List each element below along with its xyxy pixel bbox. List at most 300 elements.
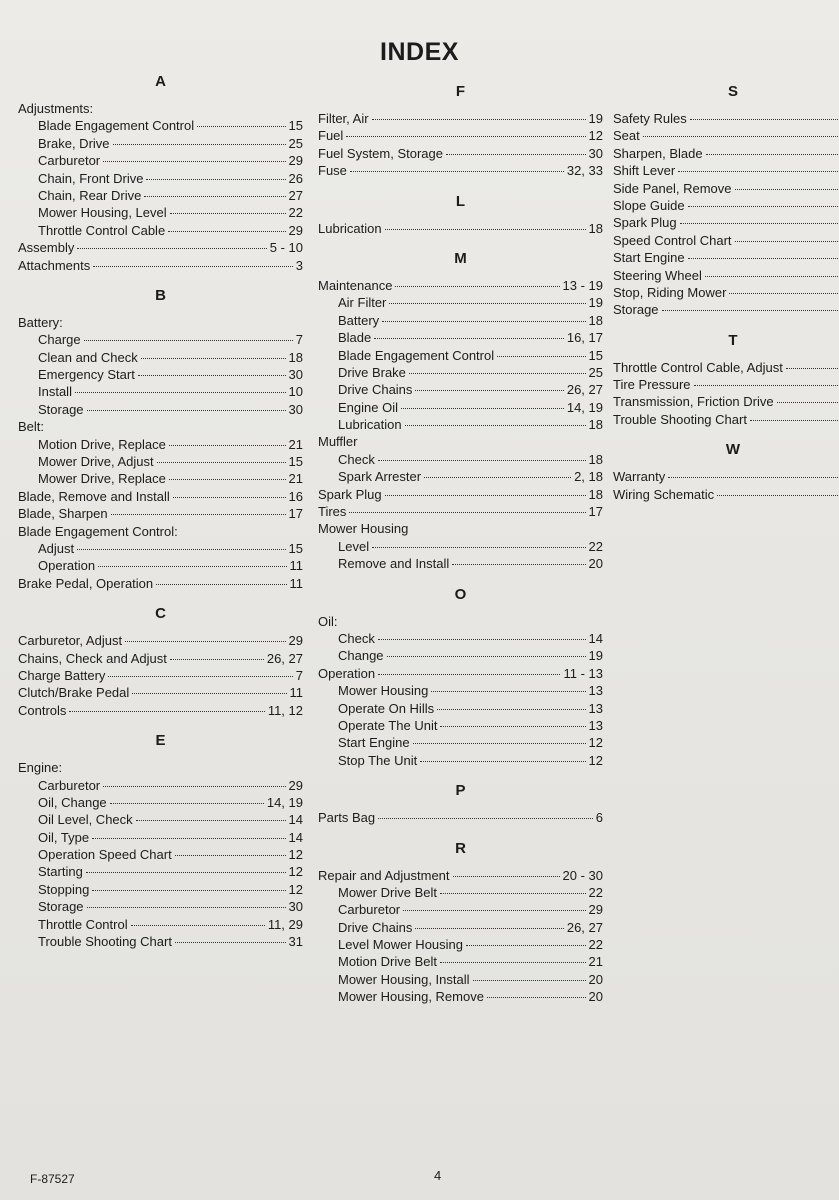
dot-leader bbox=[87, 410, 286, 411]
index-entry bbox=[18, 383, 303, 400]
dot-leader bbox=[786, 368, 839, 369]
dot-leader bbox=[401, 408, 564, 409]
entry-page: 26, 27 bbox=[566, 919, 603, 935]
entry-page: 18 bbox=[288, 349, 303, 365]
entry-topic: Controls bbox=[18, 702, 67, 718]
entry-topic: Engine Oil bbox=[338, 399, 398, 415]
entry-topic: Oil, Change bbox=[38, 794, 107, 810]
index-section-w bbox=[613, 438, 839, 503]
dot-leader bbox=[688, 206, 839, 207]
entry-topic: Tires bbox=[318, 504, 347, 520]
dot-leader bbox=[378, 460, 586, 461]
entry-page: 7 bbox=[295, 667, 303, 683]
entry-topic: Clutch/Brake Pedal bbox=[18, 685, 130, 701]
dot-leader bbox=[405, 425, 586, 426]
dot-leader bbox=[729, 293, 839, 294]
dot-leader bbox=[678, 171, 839, 172]
section-letter: A bbox=[155, 73, 166, 90]
entry-topic: Wiring Schematic bbox=[613, 486, 715, 502]
dot-leader bbox=[473, 980, 586, 981]
entry-topic: Fuel bbox=[318, 128, 344, 144]
dot-leader bbox=[424, 477, 571, 478]
dot-leader bbox=[372, 119, 586, 120]
entry-topic: Starting bbox=[38, 864, 83, 880]
index-entry bbox=[18, 401, 303, 418]
entry-topic: Change bbox=[338, 648, 384, 664]
index-entry bbox=[318, 220, 603, 237]
index-entry bbox=[613, 411, 839, 428]
entry-topic: Motion Drive, Replace bbox=[38, 436, 166, 452]
dot-leader bbox=[110, 803, 264, 804]
entry-topic: Muffler bbox=[318, 434, 358, 450]
entry-page: 12 bbox=[588, 735, 603, 751]
index-entry bbox=[613, 197, 839, 214]
index-entry bbox=[613, 249, 839, 266]
entry-page: 5 - 10 bbox=[269, 240, 303, 256]
index-entry bbox=[318, 329, 603, 346]
index-entry bbox=[613, 486, 839, 503]
dot-leader bbox=[170, 659, 264, 660]
entry-page: 29 bbox=[288, 777, 303, 793]
dot-leader bbox=[175, 942, 286, 943]
entry-page: 18 bbox=[588, 220, 603, 236]
entry-topic: Side Panel, Remove bbox=[613, 180, 732, 196]
index-entry bbox=[18, 505, 303, 522]
dot-leader bbox=[175, 855, 286, 856]
section-gap bbox=[18, 274, 303, 284]
index-entry bbox=[18, 331, 303, 348]
entry-topic: Adjust bbox=[38, 540, 75, 556]
index-section-l bbox=[318, 190, 603, 237]
entry-page: 18 bbox=[588, 312, 603, 328]
entry-topic: Mower Housing bbox=[338, 683, 429, 699]
entry-topic: Blade bbox=[338, 330, 372, 346]
section-letter: O bbox=[454, 585, 467, 603]
entry-topic: Oil Level, Check bbox=[38, 812, 133, 828]
entry-topic: Chain, Rear Drive bbox=[38, 187, 142, 203]
entry-page: 29 bbox=[288, 153, 303, 169]
dot-leader bbox=[777, 402, 839, 403]
index-entry bbox=[18, 187, 303, 204]
section-letter: R bbox=[455, 839, 466, 857]
entry-topic: Mower Drive Belt bbox=[338, 884, 437, 900]
entry-topic: Blade, Remove and Install bbox=[18, 488, 170, 504]
entry-topic: Check bbox=[338, 630, 375, 646]
entry-topic: Transmission, Friction Drive bbox=[613, 394, 774, 410]
dot-leader bbox=[86, 872, 286, 873]
index-entry bbox=[18, 540, 303, 557]
entry-topic: Battery bbox=[338, 312, 380, 328]
entry-page: 18 bbox=[588, 486, 603, 502]
index-entry bbox=[18, 916, 303, 933]
dot-leader bbox=[173, 497, 286, 498]
index-section-r bbox=[318, 837, 603, 1006]
entry-topic: Speed Control Chart bbox=[613, 232, 732, 248]
index-entry bbox=[613, 145, 839, 162]
section-letter: P bbox=[455, 782, 466, 800]
entry-page: 22 bbox=[588, 538, 603, 554]
index-entry bbox=[18, 667, 303, 684]
entry-page: 30 bbox=[288, 899, 303, 915]
index-entry bbox=[18, 239, 303, 256]
dot-leader bbox=[346, 136, 585, 137]
index-entry bbox=[318, 700, 603, 717]
index-entry bbox=[318, 647, 603, 664]
entry-topic: Lubrication bbox=[338, 417, 402, 433]
index-section-f bbox=[318, 80, 603, 180]
dot-leader bbox=[144, 196, 285, 197]
entry-page: 26 bbox=[288, 170, 303, 186]
entry-page: 22 bbox=[588, 937, 603, 953]
entry-page: 12 bbox=[288, 864, 303, 880]
dot-leader bbox=[440, 726, 585, 727]
index-entry bbox=[18, 418, 303, 435]
dot-leader bbox=[735, 189, 839, 190]
index-entry bbox=[18, 453, 303, 470]
index-entry bbox=[318, 312, 603, 329]
entry-page: 14 bbox=[288, 829, 303, 845]
index-entry bbox=[318, 752, 603, 769]
entry-topic: Motion Drive Belt bbox=[338, 954, 437, 970]
entry-topic: Blade, Sharpen bbox=[18, 506, 108, 522]
entry-topic: Chains, Check and Adjust bbox=[18, 650, 167, 666]
dot-leader bbox=[98, 566, 286, 567]
index-entry bbox=[318, 277, 603, 294]
dot-leader bbox=[75, 392, 286, 393]
entry-page: 27 bbox=[288, 187, 303, 203]
entry-page: 12 bbox=[588, 752, 603, 768]
entry-page: 14 bbox=[588, 630, 603, 646]
dot-leader bbox=[453, 876, 560, 877]
index-entry bbox=[318, 809, 603, 826]
index-entry bbox=[18, 366, 303, 383]
entry-page: 11 bbox=[289, 575, 303, 591]
dot-leader bbox=[108, 676, 292, 677]
entry-page: 18 bbox=[588, 451, 603, 467]
entry-page: 21 bbox=[288, 436, 303, 452]
dot-leader bbox=[750, 420, 839, 421]
section-letter: B bbox=[155, 286, 166, 304]
entry-topic: Safety Rules bbox=[613, 111, 687, 126]
dot-leader bbox=[131, 925, 265, 926]
dot-leader bbox=[378, 818, 593, 819]
entry-page: 25 bbox=[288, 135, 303, 151]
index-column-1 bbox=[18, 70, 303, 950]
entry-topic: Oil: bbox=[318, 613, 338, 629]
index-entry bbox=[318, 416, 603, 433]
index-entry bbox=[613, 301, 839, 318]
index-entry bbox=[318, 110, 603, 127]
dot-leader bbox=[372, 547, 585, 548]
index-entry bbox=[18, 933, 303, 950]
index-section-a bbox=[18, 70, 303, 274]
index-entry bbox=[318, 364, 603, 381]
entry-page: 29 bbox=[588, 902, 603, 918]
index-entry bbox=[18, 846, 303, 863]
entry-topic: Level Mower Housing bbox=[338, 937, 464, 953]
dot-leader bbox=[437, 709, 585, 710]
index-entry bbox=[318, 682, 603, 699]
entry-topic: Drive Chains bbox=[338, 919, 413, 935]
index-entry bbox=[18, 794, 303, 811]
section-gap bbox=[318, 237, 603, 247]
entry-topic: Emergency Start bbox=[38, 367, 135, 383]
dot-leader bbox=[466, 945, 586, 946]
index-entry bbox=[613, 110, 839, 127]
dot-leader bbox=[413, 743, 586, 744]
entry-page: 26, 27 bbox=[566, 382, 603, 398]
dot-leader bbox=[680, 223, 839, 224]
section-letter: F bbox=[455, 83, 466, 100]
entry-topic: Operate The Unit bbox=[338, 717, 438, 733]
dot-leader bbox=[688, 258, 839, 259]
dot-leader bbox=[415, 928, 563, 929]
entry-page: 17 bbox=[588, 504, 603, 520]
entry-topic: Air Filter bbox=[338, 295, 387, 311]
entry-page: 10 bbox=[288, 384, 303, 400]
index-column-2 bbox=[318, 80, 603, 1006]
index-entry bbox=[318, 867, 603, 884]
dot-leader bbox=[374, 338, 564, 339]
entry-topic: Carburetor bbox=[338, 902, 401, 918]
index-section-m bbox=[318, 247, 603, 573]
index-entry bbox=[613, 162, 839, 179]
dot-leader bbox=[668, 477, 839, 478]
entry-topic: Carburetor, Adjust bbox=[18, 633, 123, 649]
entry-page: 15 bbox=[288, 118, 303, 134]
index-entry bbox=[318, 953, 603, 970]
dot-leader bbox=[705, 276, 839, 277]
entry-topic: Mower Drive, Adjust bbox=[38, 454, 154, 470]
entry-topic: Install bbox=[38, 384, 72, 400]
entry-page: 11, 29 bbox=[267, 916, 303, 932]
entry-page: 21 bbox=[588, 954, 603, 970]
entry-page: 2, 18 bbox=[574, 469, 603, 485]
dot-leader bbox=[643, 136, 839, 137]
entry-page: 3 bbox=[295, 257, 303, 273]
section-letter: S bbox=[727, 83, 738, 100]
index-entry bbox=[318, 919, 603, 936]
entry-topic: Storage bbox=[38, 401, 84, 417]
index-entry bbox=[318, 613, 603, 630]
index-entry bbox=[18, 684, 303, 701]
entry-topic: Mower Housing bbox=[318, 521, 409, 537]
index-section-e bbox=[18, 729, 303, 950]
entry-topic: Chain, Front Drive bbox=[38, 170, 144, 186]
dot-leader bbox=[378, 674, 560, 675]
index-entry bbox=[18, 632, 303, 649]
entry-topic: Brake Pedal, Operation bbox=[18, 575, 154, 591]
entry-topic: Blade Engagement Control bbox=[338, 347, 495, 363]
dot-leader bbox=[92, 838, 285, 839]
index-entry bbox=[613, 468, 839, 485]
index-entry bbox=[18, 575, 303, 592]
entry-topic: Warranty bbox=[613, 469, 666, 485]
index-entry bbox=[318, 555, 603, 572]
entry-topic: Throttle Control Cable bbox=[38, 222, 166, 238]
dot-leader bbox=[409, 373, 586, 374]
dot-leader bbox=[69, 711, 264, 712]
entry-topic: Remove and Install bbox=[338, 556, 450, 572]
entry-topic: Level bbox=[338, 538, 370, 554]
entry-page: 30 bbox=[588, 145, 603, 161]
index-entry bbox=[18, 135, 303, 152]
index-entry bbox=[18, 881, 303, 898]
dot-leader bbox=[385, 495, 586, 496]
index-section-s bbox=[613, 80, 839, 319]
index-entry bbox=[318, 294, 603, 311]
section-gap bbox=[613, 428, 839, 438]
index-entry bbox=[18, 222, 303, 239]
entry-page: 11 bbox=[289, 685, 303, 701]
entry-page: 30 bbox=[288, 367, 303, 383]
index-section-t bbox=[613, 329, 839, 429]
dot-leader bbox=[170, 213, 286, 214]
dot-leader bbox=[132, 693, 286, 694]
entry-topic: Clean and Check bbox=[38, 349, 138, 365]
index-entry bbox=[318, 162, 603, 179]
index-entry bbox=[318, 630, 603, 647]
entry-page: 26, 27 bbox=[266, 650, 303, 666]
dot-leader bbox=[113, 144, 286, 145]
entry-page: 13 bbox=[588, 683, 603, 699]
entry-topic: Engine: bbox=[18, 760, 63, 776]
dot-leader bbox=[717, 495, 839, 496]
entry-page: 11, 12 bbox=[267, 702, 303, 718]
entry-page: 11 - 13 bbox=[563, 665, 603, 681]
entry-page: 22 bbox=[588, 884, 603, 900]
index-entry bbox=[18, 436, 303, 453]
entry-topic: Operate On Hills bbox=[338, 700, 435, 716]
index-entry bbox=[318, 538, 603, 555]
entry-topic: Lubrication bbox=[318, 220, 382, 236]
entry-page: 6 bbox=[595, 810, 603, 826]
dot-leader bbox=[690, 119, 839, 120]
dot-leader bbox=[378, 639, 586, 640]
entry-topic: Blade Engagement Control: bbox=[18, 523, 178, 539]
index-entry bbox=[318, 503, 603, 520]
dot-leader bbox=[452, 564, 585, 565]
entry-page: 18 bbox=[588, 417, 603, 433]
index-entry bbox=[18, 117, 303, 134]
dot-leader bbox=[157, 462, 286, 463]
entry-page: 14, 19 bbox=[266, 794, 303, 810]
dot-leader bbox=[93, 266, 293, 267]
section-letter: E bbox=[155, 732, 166, 750]
index-entry bbox=[613, 127, 839, 144]
entry-page: 7 bbox=[295, 332, 303, 348]
dot-leader bbox=[169, 479, 286, 480]
dot-leader bbox=[156, 584, 286, 585]
dot-leader bbox=[735, 241, 839, 242]
entry-topic: Check bbox=[338, 451, 375, 467]
section-letter: C bbox=[155, 605, 166, 623]
entry-topic: Brake, Drive bbox=[38, 135, 110, 151]
entry-topic: Seat bbox=[613, 128, 640, 144]
entry-topic: Charge Battery bbox=[18, 667, 106, 683]
entry-topic: Drive Chains bbox=[338, 382, 413, 398]
dot-leader bbox=[111, 514, 286, 515]
entry-page: 20 - 30 bbox=[562, 867, 603, 883]
dot-leader bbox=[169, 445, 286, 446]
section-letter: M bbox=[454, 249, 467, 267]
entry-page: 20 bbox=[588, 971, 603, 987]
dot-leader bbox=[103, 161, 285, 162]
dot-leader bbox=[662, 310, 839, 311]
entry-topic: Battery: bbox=[18, 314, 63, 330]
entry-topic: Maintenance bbox=[318, 277, 393, 293]
entry-topic: Storage bbox=[613, 302, 659, 318]
entry-page: 20 bbox=[588, 556, 603, 572]
index-entry bbox=[18, 557, 303, 574]
index-entry bbox=[18, 811, 303, 828]
entry-topic: Fuel System, Storage bbox=[318, 145, 443, 161]
dot-leader bbox=[84, 340, 293, 341]
dot-leader bbox=[446, 154, 586, 155]
index-entry bbox=[18, 349, 303, 366]
index-entry bbox=[318, 381, 603, 398]
entry-topic: Start Engine bbox=[613, 250, 685, 266]
section-gap bbox=[318, 769, 603, 779]
dot-leader bbox=[706, 154, 839, 155]
index-entry bbox=[18, 100, 303, 117]
index-column-3 bbox=[613, 80, 839, 503]
index-entry bbox=[613, 232, 839, 249]
entry-topic: Shift Lever bbox=[613, 163, 676, 179]
dot-leader bbox=[385, 229, 586, 230]
entry-topic: Mower Housing, Install bbox=[338, 971, 470, 987]
entry-topic: Tire Pressure bbox=[613, 377, 691, 393]
index-entry bbox=[318, 936, 603, 953]
entry-page: 15 bbox=[288, 454, 303, 470]
index-entry bbox=[613, 393, 839, 410]
entry-topic: Assembly bbox=[18, 240, 75, 256]
index-entry bbox=[18, 523, 303, 540]
entry-page: 29 bbox=[288, 222, 303, 238]
entry-page: 16, 17 bbox=[566, 330, 603, 346]
index-entry bbox=[318, 971, 603, 988]
entry-topic: Spark Arrester bbox=[338, 469, 422, 485]
dot-leader bbox=[403, 910, 585, 911]
entry-topic: Slope Guide bbox=[613, 197, 685, 213]
dot-leader bbox=[497, 356, 585, 357]
dot-leader bbox=[141, 358, 286, 359]
index-entry bbox=[318, 988, 603, 1005]
entry-topic: Steering Wheel bbox=[613, 267, 702, 283]
entry-topic: Charge bbox=[38, 332, 81, 348]
dot-leader bbox=[382, 321, 585, 322]
index-section-p bbox=[318, 779, 603, 826]
index-entry bbox=[318, 468, 603, 485]
index-entry bbox=[18, 777, 303, 794]
entry-page: 13 bbox=[588, 717, 603, 733]
dot-leader bbox=[440, 962, 586, 963]
entry-page: 17 bbox=[288, 506, 303, 522]
index-entry bbox=[318, 127, 603, 144]
dot-leader bbox=[349, 512, 585, 513]
index-entry bbox=[18, 204, 303, 221]
entry-topic: Stopping bbox=[38, 881, 90, 897]
entry-topic: Trouble Shooting Chart bbox=[613, 411, 747, 427]
entry-topic: Operation Speed Chart bbox=[38, 847, 172, 863]
entry-topic: Oil, Type bbox=[38, 829, 90, 845]
entry-page: 12 bbox=[288, 881, 303, 897]
dot-leader bbox=[694, 385, 839, 386]
entry-topic: Operation bbox=[38, 558, 96, 574]
dot-leader bbox=[197, 126, 285, 127]
entry-page: 25 bbox=[588, 364, 603, 380]
index-entry bbox=[18, 257, 303, 274]
